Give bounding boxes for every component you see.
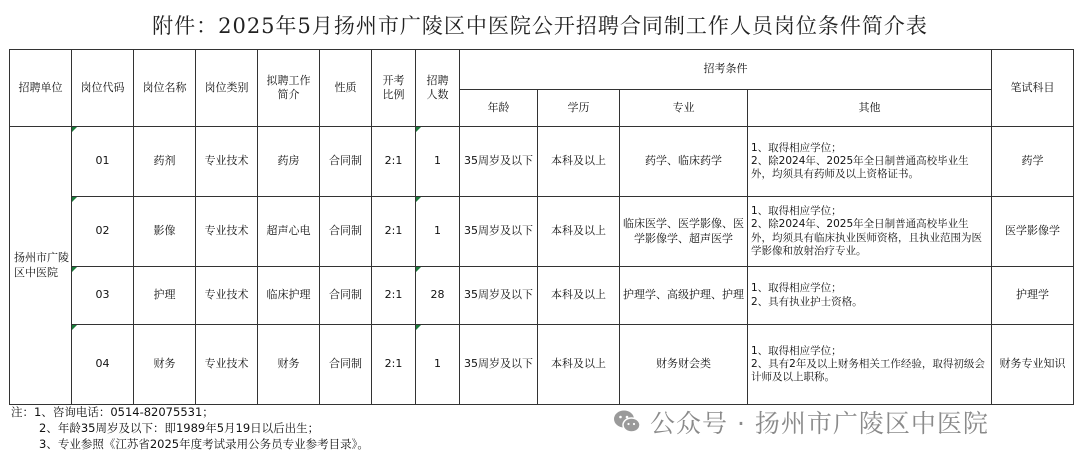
cell-nature: 合同制 (320, 267, 372, 325)
header-intro-line2: 简介 (277, 88, 300, 101)
cell-other (748, 127, 992, 197)
wechat-icon (612, 407, 642, 437)
cell-other-line2: 2、具有2年及以上财务相关工作经验，取得初级会计师及以上职称。 (751, 357, 985, 384)
cell-count-text: 28 (430, 288, 445, 302)
cell-exam: 药学 (992, 127, 1074, 197)
cell-exam: 护理学 (992, 267, 1074, 325)
header-ratio-line1: 开考 (382, 73, 405, 87)
cell-category: 专业技术 (196, 127, 258, 197)
cell-intro: 超声心电 (258, 197, 320, 267)
cell-age: 35周岁及以下 (460, 325, 538, 405)
cell-edu: 本科及以上 (538, 325, 620, 405)
header-count-line1: 招聘 (426, 73, 449, 87)
header-age: 年龄 (460, 90, 538, 127)
header-code: 岗位代码 (72, 50, 134, 127)
cell-other-line1: 1、取得相应学位； (751, 344, 842, 357)
cell-code (72, 197, 134, 267)
cell-nature: 合同制 (320, 127, 372, 197)
header-major: 专业 (620, 90, 748, 127)
cell-name: 药剂 (134, 127, 196, 197)
cell-nature: 合同制 (320, 325, 372, 405)
cell-category: 专业技术 (196, 267, 258, 325)
watermark (612, 404, 989, 440)
header-ratio (372, 50, 416, 127)
note-2: 2、年龄35周岁及以下：即1989年5月19日以后出生； (39, 421, 320, 435)
header-other: 其他 (748, 90, 992, 127)
page-title: 附件：2025年5月扬州市广陵区中医院公开招聘合同制工作人员岗位条件简介表 (152, 14, 928, 38)
cell-major: 财务财会类 (620, 325, 748, 405)
table-row (10, 325, 1074, 405)
cell-ratio: 2:1 (372, 267, 416, 325)
cell-count (416, 267, 460, 325)
cell-code-text: 04 (95, 357, 110, 371)
cell-name: 影像 (134, 197, 196, 267)
note-3: 3、专业参照《江苏省2025年度考试录用公务员专业参考目录》。 (39, 437, 369, 451)
cell-code-text: 03 (95, 288, 110, 302)
header-name: 岗位名称 (134, 50, 196, 127)
cell-ratio: 2:1 (372, 197, 416, 267)
header-ratio-line2: 比例 (382, 88, 405, 101)
cell-edu: 本科及以上 (538, 127, 620, 197)
cell-major: 临床医学、医学影像、医学影像学、超声医学 (620, 197, 748, 267)
cell-exam: 财务专业知识 (992, 325, 1074, 405)
cell-other-line2: 2、除2024年、2025年全日制普通高校毕业生外，均须具有药师及以上资格证书。 (751, 154, 969, 181)
table-row (10, 267, 1074, 325)
cell-other-line1: 1、取得相应学位； (751, 141, 842, 154)
cell-edu: 本科及以上 (538, 267, 620, 325)
table-row (10, 197, 1074, 267)
cell-other-line2: 2、除2024年、2025年全日制普通高校毕业生外，均须具有临床执业医师资格，且执业范围为医学影像和放射治疗专业。 (751, 218, 982, 257)
watermark-text: 公众号 · 扬州市广陵区中医院 (650, 409, 989, 438)
cell-count-text: 1 (434, 224, 441, 238)
cell-code (72, 127, 134, 197)
header-count-line2: 人数 (426, 88, 449, 101)
unit-name: 扬州市广陵区中医院 (10, 127, 72, 405)
table-row (10, 127, 1074, 197)
cell-nature: 合同制 (320, 197, 372, 267)
cell-code (72, 267, 134, 325)
cell-count (416, 127, 460, 197)
cell-count-text: 1 (434, 357, 441, 371)
cell-other-line1: 1、取得相应学位； (751, 282, 842, 295)
cell-name: 财务 (134, 325, 196, 405)
note-1: 注：1、咨询电话：0514-82075531； (11, 405, 214, 419)
cell-major: 护理学、高级护理、护理 (620, 267, 748, 325)
cell-age: 35周岁及以下 (460, 197, 538, 267)
cell-major: 药学、临床药学 (620, 127, 748, 197)
cell-other (748, 325, 992, 405)
header-nature: 性质 (320, 50, 372, 127)
cell-ratio: 2:1 (372, 127, 416, 197)
cell-intro: 临床护理 (258, 267, 320, 325)
cell-code (72, 325, 134, 405)
cell-exam: 医学影像学 (992, 197, 1074, 267)
cell-other (748, 197, 992, 267)
cell-other-line1: 1、取得相应学位； (751, 205, 842, 218)
header-unit: 招聘单位 (10, 50, 72, 127)
cell-other (748, 267, 992, 325)
notes (11, 404, 369, 452)
header-conditions: 招考条件 (460, 50, 992, 90)
cell-age: 35周岁及以下 (460, 127, 538, 197)
cell-other-line2: 2、具有执业护士资格。 (751, 295, 863, 308)
cell-count (416, 197, 460, 267)
cell-intro: 药房 (258, 127, 320, 197)
cell-count (416, 325, 460, 405)
cell-category: 专业技术 (196, 325, 258, 405)
cell-code-text: 01 (95, 154, 110, 168)
cell-category: 专业技术 (196, 197, 258, 267)
cell-ratio: 2:1 (372, 325, 416, 405)
header-category: 岗位类别 (196, 50, 258, 127)
cell-count-text: 1 (434, 154, 441, 168)
cell-intro: 财务 (258, 325, 320, 405)
cell-code-text: 02 (95, 224, 110, 238)
header-exam: 笔试科目 (992, 50, 1074, 127)
header-intro-line1: 拟聘工作 (266, 73, 311, 87)
cell-edu: 本科及以上 (538, 197, 620, 267)
header-intro (258, 50, 320, 127)
header-edu: 学历 (538, 90, 620, 127)
cell-name: 护理 (134, 267, 196, 325)
cell-age: 35周岁及以下 (460, 267, 538, 325)
recruitment-table (9, 49, 1074, 405)
header-count (416, 50, 460, 127)
